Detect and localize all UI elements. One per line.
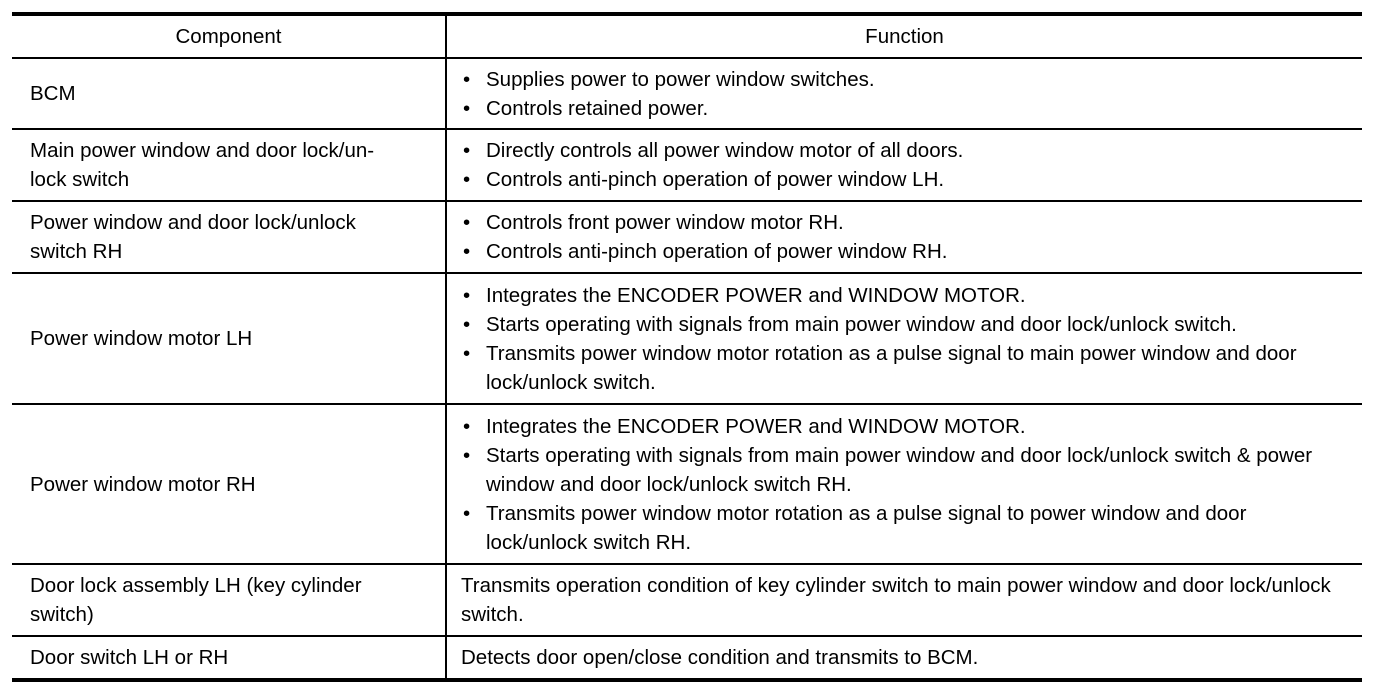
component-name: Power window motor RH <box>30 472 256 496</box>
bullet-dot: • <box>463 96 471 120</box>
component-name: Power window motor LH <box>30 327 253 350</box>
function-bullet <box>461 136 1348 165</box>
function-cell <box>446 273 1362 404</box>
table-row <box>12 564 1362 636</box>
bullet-dot: • <box>463 168 471 191</box>
bullet-text: Integrates the ENCODER POWER and WINDOW MOTOR. <box>486 414 1026 438</box>
function-bullet <box>461 281 1348 310</box>
function-bullet <box>461 441 1348 499</box>
function-cell <box>446 129 1362 201</box>
bullet-text: Directly controls all power window motor of all doors. <box>486 139 964 162</box>
table-body <box>12 58 1362 680</box>
function-bullet-list <box>461 281 1348 397</box>
function-text: Transmits operation condition of key cylinder switch to main power window and door lock/unlock switch. <box>461 574 1331 626</box>
component-cell <box>12 564 446 636</box>
bullet-text: Controls anti-pinch operation of power window RH. <box>486 240 948 263</box>
table-row <box>12 404 1362 564</box>
function-bullet <box>461 412 1348 441</box>
function-bullet <box>461 65 1348 94</box>
function-text: Detects door open/close condition and transmits to BCM. <box>461 646 979 669</box>
bullet-dot: • <box>463 283 471 307</box>
bullet-dot: • <box>463 240 471 263</box>
header-function: Function <box>446 14 1362 58</box>
component-cell <box>12 201 446 273</box>
bullet-dot: • <box>463 341 471 365</box>
component-function-table <box>12 12 1362 682</box>
bullet-dot: • <box>463 139 471 162</box>
component-function-table-wrapper <box>12 12 1362 682</box>
bullet-text: Controls anti-pinch operation of power window LH. <box>486 168 945 191</box>
bullet-text: Transmits power window motor rotation as a pulse signal to main power window and door lock/unlock switch. <box>486 341 1297 394</box>
bullet-text: Supplies power to power window switches. <box>486 67 875 91</box>
bullet-text: Controls front power window motor RH. <box>486 211 844 234</box>
bullet-text: Transmits power window motor rotation as a pulse signal to power window and door lock/unlock switch RH. <box>486 501 1247 554</box>
bullet-dot: • <box>463 414 471 438</box>
function-bullet-list <box>461 208 1348 266</box>
bullet-dot: • <box>463 211 471 234</box>
function-bullet <box>461 237 1348 266</box>
component-cell <box>12 58 446 129</box>
bullet-dot: • <box>463 443 471 467</box>
bullet-dot: • <box>463 501 471 525</box>
bullet-dot: • <box>463 312 471 336</box>
table-row <box>12 58 1362 129</box>
table-row <box>12 273 1362 404</box>
component-cell <box>12 404 446 564</box>
function-cell <box>446 58 1362 129</box>
header-component: Component <box>12 14 446 58</box>
component-name: Power window and door lock/unlock switch RH <box>30 211 356 263</box>
function-bullet <box>461 339 1348 397</box>
component-cell <box>12 129 446 201</box>
header-row <box>12 14 1362 58</box>
table-header <box>12 14 1362 58</box>
function-cell <box>446 636 1362 680</box>
bullet-dot: • <box>463 67 471 91</box>
component-name: Main power window and door lock/un- lock switch <box>30 139 375 191</box>
function-cell <box>446 564 1362 636</box>
component-name: Door lock assembly LH (key cylinder switch) <box>30 574 362 626</box>
function-bullet-list <box>461 65 1348 123</box>
table-row <box>12 129 1362 201</box>
function-bullet <box>461 94 1348 123</box>
bullet-text: Integrates the ENCODER POWER and WINDOW MOTOR. <box>486 283 1026 307</box>
component-name: BCM <box>30 82 76 105</box>
bullet-text: Starts operating with signals from main power window and door lock/unlock switch. <box>486 312 1237 336</box>
function-bullet <box>461 499 1348 557</box>
table-row <box>12 636 1362 680</box>
component-name: Door switch LH or RH <box>30 646 229 669</box>
function-bullet-list <box>461 412 1348 557</box>
bullet-text: Starts operating with signals from main power window and door lock/unlock switch & power window and door lock/unlock switch RH. <box>486 443 1313 496</box>
component-cell <box>12 636 446 680</box>
function-bullet <box>461 310 1348 339</box>
function-cell <box>446 201 1362 273</box>
function-bullet-list <box>461 136 1348 194</box>
function-cell <box>446 404 1362 564</box>
function-bullet <box>461 208 1348 237</box>
component-cell <box>12 273 446 404</box>
function-bullet <box>461 165 1348 194</box>
bullet-text: Controls retained power. <box>486 96 709 120</box>
table-row <box>12 201 1362 273</box>
